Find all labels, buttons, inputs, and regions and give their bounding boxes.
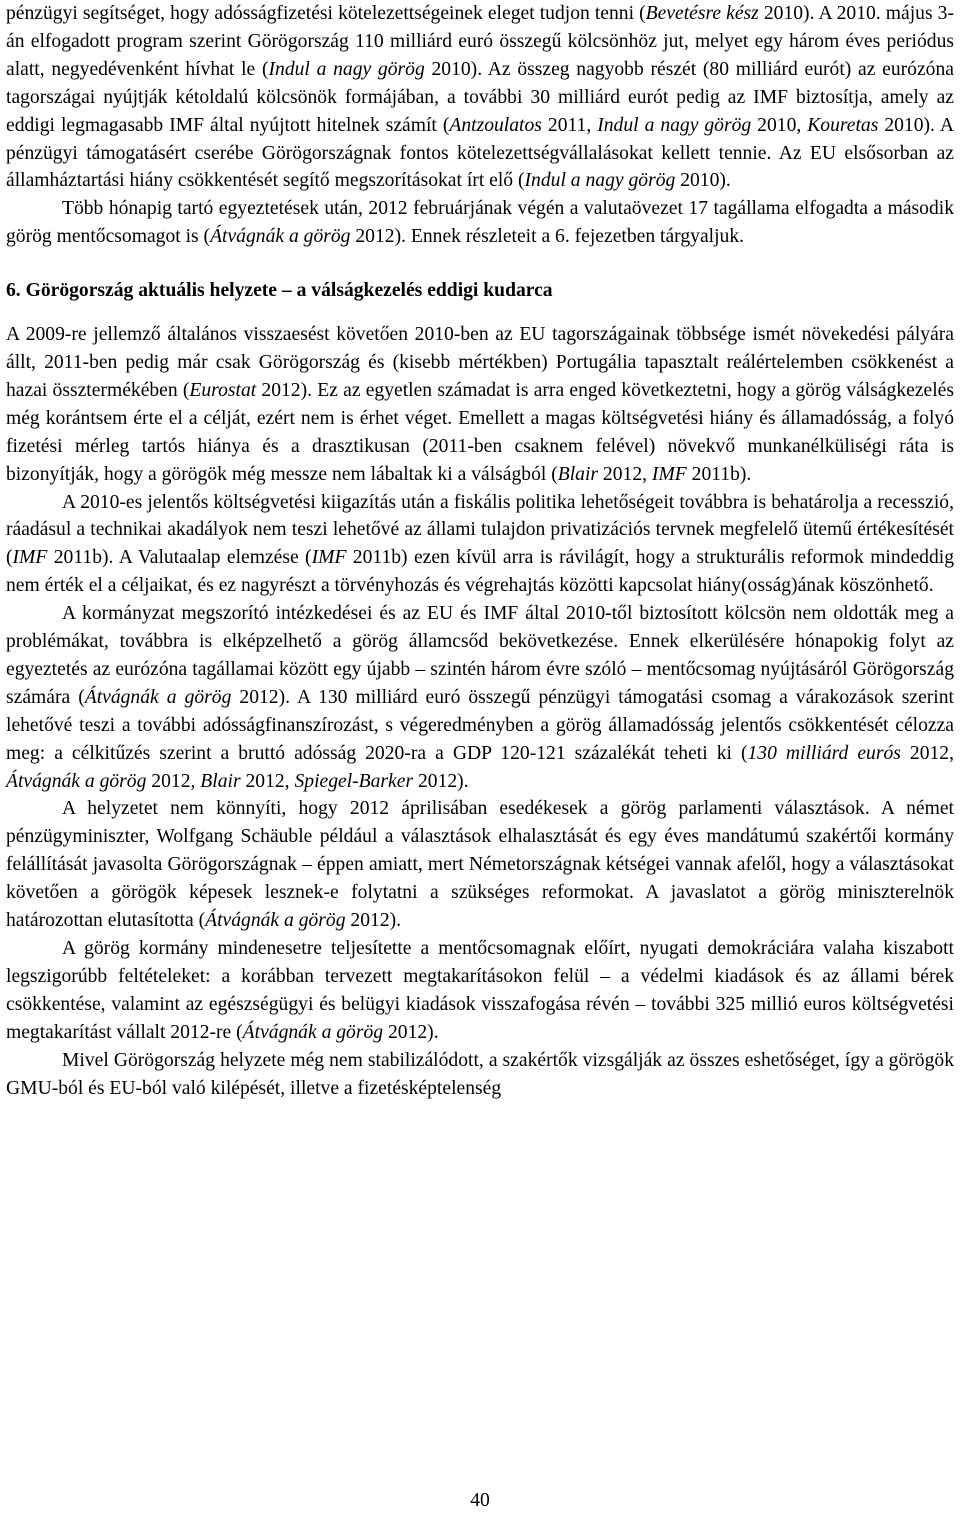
- text-run: 2011b). A Valutaalap elemzése (: [47, 547, 312, 569]
- paragraph-conditions: [6, 935, 954, 1047]
- text-run: 2010). Az összeg nagyobb részét (80 milliárd eurót) az eurózóna tagországai nyújtják kétoldalú kölcsönök formájában, a további 30 milliárd eurót pedig az IMF biztosítja, amely az eddigi legmagasabb IMF által nyújtott hitelnek számít (: [6, 58, 954, 136]
- citation: Eurostat: [189, 379, 257, 401]
- text-run: A helyzetet nem könnyíti, hogy 2012 áprilisában esedékesek a görög parlamenti választások. A német pénzügyminiszter, Wolfgang Schäuble például a választások elhalasztását és egy éves mandátumú szakértői kormány felállítását javasolta Görögországnak – éppen amiatt, mert Németországnak kétségei vannak afelől, hogy a választásokat követően a görögök képesek lesznek-e folytatni a szükséges reformokat. A javaslatot a görög miniszterelnök határozottan elutasította (: [6, 798, 954, 932]
- text-run: 2012,: [146, 770, 201, 792]
- paragraph-austerity: [6, 600, 954, 795]
- citation: IMF: [12, 547, 48, 569]
- text-run: 2012).: [413, 770, 469, 792]
- citation: Bevetésre kész: [645, 3, 759, 24]
- text-run: 2012,: [598, 463, 652, 485]
- citation: Kouretas: [807, 114, 879, 136]
- citation: IMF: [311, 547, 347, 569]
- citation: Indul a nagy görög: [597, 114, 752, 136]
- text-run: 2012). A 130 milliárd euró összegű pénzügyi támogatási csomag a várakozások szerint lehetővé teszi a további adósságfinanszírozást, s végeredményben a görög államadósság jelentős csökkentését célozza meg: a célkitűzés szerint a bruttó adósság 2020-ra a GDP 120-121 százalékát teheti ki (: [6, 686, 954, 764]
- paragraph-outlook: [6, 1047, 954, 1103]
- citation: 130 milliárd eurós: [747, 742, 901, 764]
- text-run: 2010).: [675, 170, 731, 192]
- text-run: 2011,: [541, 114, 598, 136]
- citation: Átvágnák a görög: [242, 1021, 384, 1043]
- document-page: [6, 0, 954, 1102]
- text-run: 2010,: [751, 114, 808, 136]
- paragraph-fiscal-policy: [6, 489, 954, 601]
- text-run: pénzügyi segítséget, hogy adósságfizetési kötelezettségeinek eleget tudjon tenni (: [6, 3, 646, 24]
- text-run: 2012).: [383, 1021, 439, 1043]
- citation: Átvágnák a görög: [6, 770, 147, 792]
- section-heading: 6. Görögország aktuális helyzete – a válságkezelés eddigi kudarca: [6, 280, 553, 302]
- text-run: A 2009-re jellemző általános visszaesést követően 2010-ben az EU tagországainak többsége ismét növekedési pályára állt, 2011-ben pedig már csak Görögország és (kisebb mértékben) Portugália tapasztalt reálértelemben csökkenést a hazai össztermékében (: [6, 324, 954, 401]
- citation: IMF: [651, 463, 687, 485]
- paragraph-intro: [6, 0, 954, 195]
- text-run: A görög kormány mindenesetre teljesítette a mentőcsomagnak előírt, nyugati demokráciára valaha kiszabott legszigorúbb feltételeket: a korábban tervezett megtakarításokon felül – a védelmi kiadások és az állami bérek csökkentése, valamint az egészségügyi és belügyi kiadások visszafogása révén – további 325 millió euros költségvetési megtakarítást vállalt 2012-re (: [6, 938, 954, 1043]
- text-run: 2011b) ezen kívül arra is rávilágít, hogy a strukturális reformok mindeddig nem érték el a céljaikat, és ez nagyrészt a törvényhozás és végrehajtás közötti kapcsolat hiány(osság)ának köszönhető.: [6, 547, 955, 597]
- text-run: 2012). Ez az egyetlen számadat is arra enged következtetni, hogy a görög válságkezelés még korántsem érte el a célját, ezért nem is érhet véget. Emellett a magas költségvetési hiány és államadósság, a folyó fizetési mérleg tartós hiánya és a drasztikusan (2011-ben csaknem felével) növekvő munkanélküliségi ráta is bizonyítják, hogy a görögök még messze nem lábaltak ki a válságból (: [6, 379, 954, 485]
- citation: Spiegel-Barker: [294, 770, 414, 792]
- paragraph-current-situation: [6, 321, 954, 488]
- page-number: 40: [470, 1490, 490, 1511]
- paragraph-second-package: [6, 195, 954, 251]
- paragraph-elections: [6, 795, 954, 935]
- text-run: 2010). A 2010. május 3-án elfogadott program szerint Görögország 110 milliárd euró összegű kölcsönhöz jut, melyet egy három éves periódus alatt, negyedévenként hívhat le (: [6, 3, 954, 80]
- citation: Blair: [200, 770, 241, 792]
- text-run: 2012,: [240, 770, 295, 792]
- text-run: Több hónapig tartó egyeztetések után, 2012 februárjának végén a valutaövezet 17 tagállama elfogadta a második görög mentőcsomagot is (: [6, 198, 954, 248]
- citation: Antzoulatos: [449, 114, 542, 136]
- text-run: A kormányzat megszorító intézkedései és az EU és IMF által 2010-től biztosított kölcsön nem oldották meg a problémákat, továbbra is elképzelhető a görög államcsőd bekövetkezése. Ennek elkerülésére hónapokig folyt az egyeztetés az eurózóna tagállamai között egy újabb – szintén három évre szóló – mentőcsomag nyújtásáról Görögország számára (: [6, 603, 954, 708]
- text-run: 2012).: [345, 910, 402, 932]
- citation: Indul a nagy görög: [524, 170, 676, 192]
- text-run: 2011b).: [686, 463, 752, 485]
- spacer: [6, 251, 954, 277]
- citation: Átvágnák a görög: [210, 226, 351, 248]
- citation: Blair: [557, 463, 599, 485]
- spacer: [6, 305, 954, 321]
- text-run: Mivel Görögország helyzete még nem stabilizálódott, a szakértők vizsgálják az összes eshetőséget, így a görögök GMU-ból és EU-ból való kilépését, illetve a fizetésképtelenség: [6, 1049, 954, 1099]
- text-run: 2012,: [900, 742, 954, 764]
- text-run: A 2010-es jelentős költségvetési kiigazítás után a fiskális politika lehetőségeit továbbra is behatárolja a recesszió, ráadásul a technikai akadályok nem teszi lehetővé az állami tulajdon privatizációs tervnek megfelelő ütemű értékesítését (: [6, 491, 954, 569]
- citation: Átvágnák a görög: [84, 686, 232, 708]
- text-run: 2010). A pénzügyi támogatásért cserébe Görögországnak fontos kötelezettségvállalásokat kellett tennie. Az EU elsősorban az államháztartási hiány csökkentését segítő megszorításokat írt elő (: [6, 114, 954, 192]
- citation: Indul a nagy görög: [268, 58, 425, 80]
- citation: Átvágnák a görög: [205, 910, 346, 932]
- text-run: 2012). Ennek részleteit a 6. fejezetben tárgyaljuk.: [350, 226, 745, 248]
